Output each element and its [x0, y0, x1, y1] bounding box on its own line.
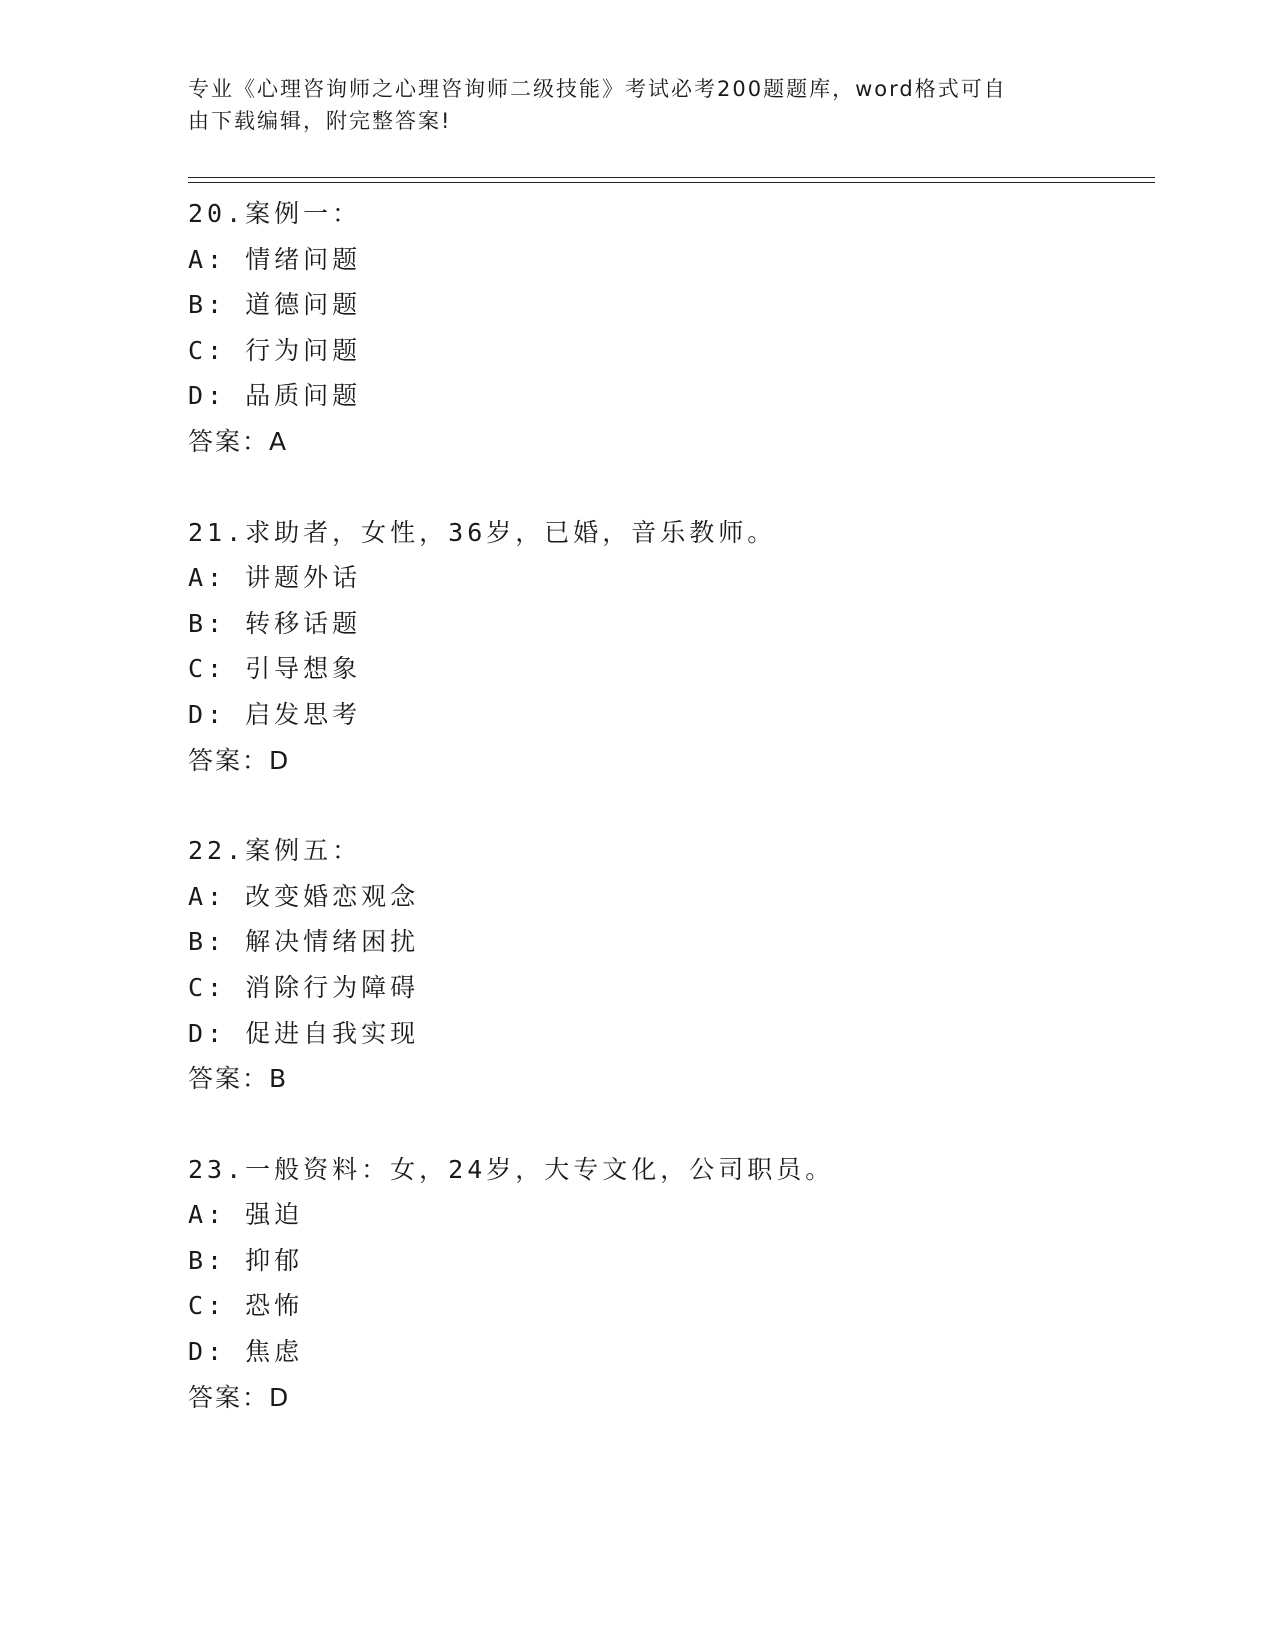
option-b: B: 解决情绪困扰	[188, 927, 420, 957]
question-stem: 20.案例一：	[188, 199, 362, 228]
header-divider-top	[188, 177, 1155, 178]
question-20	[188, 191, 1148, 465]
option-a: A: 情绪问题	[188, 244, 362, 274]
question-stem: 22.案例五：	[188, 836, 362, 866]
option-b: B: 道德问题	[188, 290, 362, 320]
question-23	[188, 1147, 1148, 1421]
answer-line: 答案：D	[188, 745, 291, 775]
option-b: B: 抑郁	[188, 1245, 304, 1275]
option-c: C: 恐怖	[188, 1291, 304, 1321]
answer-line: 答案：B	[188, 1064, 289, 1094]
question-22	[188, 828, 1148, 1102]
question-list	[188, 191, 1148, 1465]
option-d: D: 焦虑	[188, 1337, 304, 1367]
option-c: C: 引导想象	[188, 654, 362, 684]
option-d: D: 促进自我实现	[188, 1018, 420, 1048]
answer-line: 答案：D	[188, 1382, 291, 1412]
question-stem: 21.求助者，女性，36岁，已婚，音乐教师。	[188, 517, 777, 547]
option-c: C: 消除行为障碍	[188, 972, 420, 1002]
option-c: C: 行为问题	[188, 335, 362, 365]
header-divider-bottom	[188, 182, 1155, 183]
question-21	[188, 510, 1148, 784]
question-stem: 23.一般资料：女，24岁，大专文化，公司职员。	[188, 1154, 835, 1184]
option-d: D: 品质问题	[188, 381, 362, 411]
option-b: B: 转移话题	[188, 608, 362, 638]
option-a: A: 强迫	[188, 1200, 304, 1230]
header-line-1: 专业《心理咨询师之心理咨询师二级技能》考试必考200题题库，word格式可自	[188, 77, 1007, 101]
answer-line: 答案：A	[188, 426, 289, 456]
header-line-2: 由下载编辑，附完整答案!	[188, 109, 452, 133]
document-header	[188, 73, 1068, 137]
option-d: D: 启发思考	[188, 699, 362, 729]
option-a: A: 讲题外话	[188, 563, 362, 593]
option-a: A: 改变婚恋观念	[188, 881, 420, 911]
